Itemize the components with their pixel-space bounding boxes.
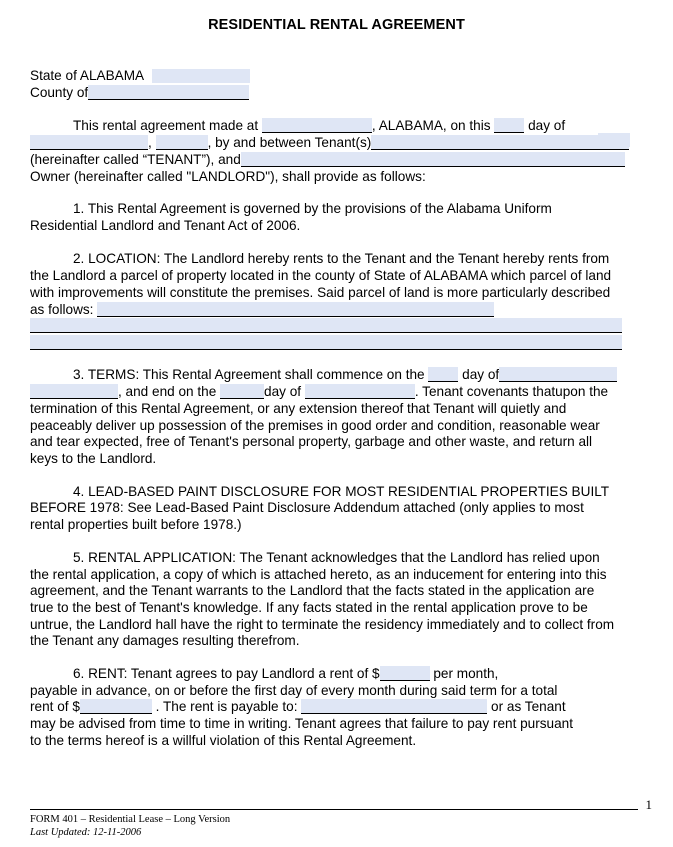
- section-2-line-2: the Landlord a parcel of property located in the county of State of ALABAMA which parcel of land: [30, 268, 612, 283]
- page-number: 1: [645, 797, 652, 812]
- section-6-line-5: to the terms hereof is a willful violation of this Rental Agreement.: [30, 733, 417, 748]
- intro-text-day-of: day of: [528, 118, 566, 133]
- state-label: State of ALABAMA: [30, 68, 145, 83]
- location-city-field[interactable]: [262, 118, 372, 133]
- section-3-line-5: and tear expected, free of Tenant's personal property, garbage and other waste, and return all: [30, 434, 593, 449]
- commence-month-field[interactable]: [499, 367, 617, 382]
- end-day-field[interactable]: [220, 384, 264, 399]
- intro-line-4: Owner (hereinafter called "LANDLORD"), shall provide as follows:: [30, 169, 426, 184]
- commence-day-field[interactable]: [428, 367, 458, 382]
- section-6-line-1: [73, 665, 498, 682]
- rent-text-per-month: per month,: [433, 666, 499, 681]
- terms-text-day-of: day of: [462, 367, 500, 382]
- intro-line-3: [30, 151, 625, 168]
- section-2-line-3: with improvements will constitute the premises. Said parcel of land is more particularly described: [30, 285, 611, 300]
- rent-text-amount: 6. RENT: Tenant agrees to pay Landlord a rent of $: [73, 666, 380, 681]
- commence-year-field[interactable]: [30, 384, 118, 399]
- tenant-names-field[interactable]: [371, 135, 629, 150]
- terms-text-covenants: . Tenant covenants thatupon the: [414, 384, 609, 399]
- document-title: RESIDENTIAL RENTAL AGREEMENT: [208, 17, 465, 33]
- terms-text-end-day-of: day of: [264, 384, 302, 399]
- as-follows-label: as follows:: [30, 302, 94, 317]
- section-4-line-3: rental properties built before 1978.): [30, 517, 242, 532]
- landlord-name-field[interactable]: [241, 152, 625, 167]
- rent-text-or-as-tenant: or as Tenant: [491, 699, 566, 714]
- section-5-line-2: the rental application, a copy of which is attached hereto, as an inducement for entering into this: [30, 567, 607, 582]
- end-month-year-field[interactable]: [305, 384, 415, 399]
- property-description-field-3[interactable]: [30, 335, 622, 350]
- intro-text-between-tenants: , by and between Tenant(s): [207, 135, 372, 150]
- county-field[interactable]: [88, 85, 249, 100]
- payable-to-field[interactable]: [301, 699, 487, 714]
- state-line: [30, 67, 144, 84]
- footer-divider: [30, 809, 638, 810]
- terms-text-commence: 3. TERMS: This Rental Agreement shall commence on the: [73, 367, 425, 382]
- footer-last-updated: Last Updated: 12-11-2006: [30, 827, 142, 838]
- agreement-year-field[interactable]: [156, 135, 208, 150]
- state-field[interactable]: [152, 69, 250, 83]
- county-label: County of: [30, 85, 89, 100]
- terms-text-end-on: , and end on the: [118, 384, 217, 399]
- agreement-day-field[interactable]: [494, 118, 524, 133]
- payable-to-label: . The rent is payable to:: [155, 699, 298, 714]
- intro-text-alabama: , ALABAMA, on this: [371, 118, 491, 133]
- section-1-line-2: Residential Landlord and Tenant Act of 2006.: [30, 218, 301, 233]
- section-3-line-6: keys to the Landlord.: [30, 451, 157, 466]
- intro-line-2: [30, 134, 629, 151]
- section-6-line-4: may be advised from time to time in writing. Tenant agrees that failure to pay rent pursuant: [30, 716, 574, 731]
- agreement-month-year-field[interactable]: [30, 135, 148, 150]
- section-6-line-3: [30, 698, 566, 715]
- section-6-line-2: payable in advance, on or before the first day of every month during said term for a total: [30, 683, 558, 698]
- section-5-line-3: agreement, and the Tenant warrants to the Landlord that the facts stated in the application are: [30, 583, 595, 598]
- property-description-field-2[interactable]: [30, 318, 622, 333]
- section-3-line-3: termination of this Rental Agreement, or any extension thereof that Tenant will quietly and: [30, 401, 567, 416]
- intro-line-1: [73, 117, 565, 134]
- intro-text-made-at: This rental agreement made at: [73, 118, 259, 133]
- section-5-line-4: true to the best of Tenant's knowledge. If any facts stated in the rental application prove to be: [30, 600, 588, 615]
- total-rent-label: rent of $: [30, 699, 80, 714]
- section-5-line-5: untrue, the Landlord hall have the right to terminate the residency immediately and to collect from: [30, 617, 615, 632]
- property-description-field-1[interactable]: [97, 302, 494, 317]
- section-1-line-1: 1. This Rental Agreement is governed by the provisions of the Alabama Uniform: [73, 201, 552, 216]
- section-2-line-4: [30, 301, 494, 318]
- total-rent-field[interactable]: [80, 699, 152, 714]
- section-3-line-1: [73, 366, 617, 383]
- intro-text-tenant: (hereinafter called “TENANT”), and: [30, 152, 241, 167]
- section-3-line-2: [30, 383, 608, 400]
- section-4-line-1: 4. LEAD-BASED PAINT DISCLOSURE FOR MOST RESIDENTIAL PROPERTIES BUILT: [73, 484, 610, 499]
- section-2-line-1: 2. LOCATION: The Landlord hereby rents to the Tenant and the Tenant hereby rents from: [73, 251, 610, 266]
- section-5-line-1: 5. RENTAL APPLICATION: The Tenant acknowledges that the Landlord has relied upon: [73, 550, 600, 565]
- section-3-line-4: peaceably deliver up possession of the premises in good order and condition, reasonable wear: [30, 418, 600, 433]
- section-5-line-6: the Tenant any damages resulting therefrom.: [30, 633, 300, 648]
- county-line: [30, 84, 249, 101]
- intro-text-comma: ,: [148, 135, 152, 150]
- footer-form-label: FORM 401 – Residential Lease – Long Version: [30, 814, 231, 825]
- monthly-rent-field[interactable]: [380, 666, 430, 681]
- section-4-line-2: BEFORE 1978: See Lead-Based Paint Disclosure Addendum attached (only applies to most: [30, 500, 584, 515]
